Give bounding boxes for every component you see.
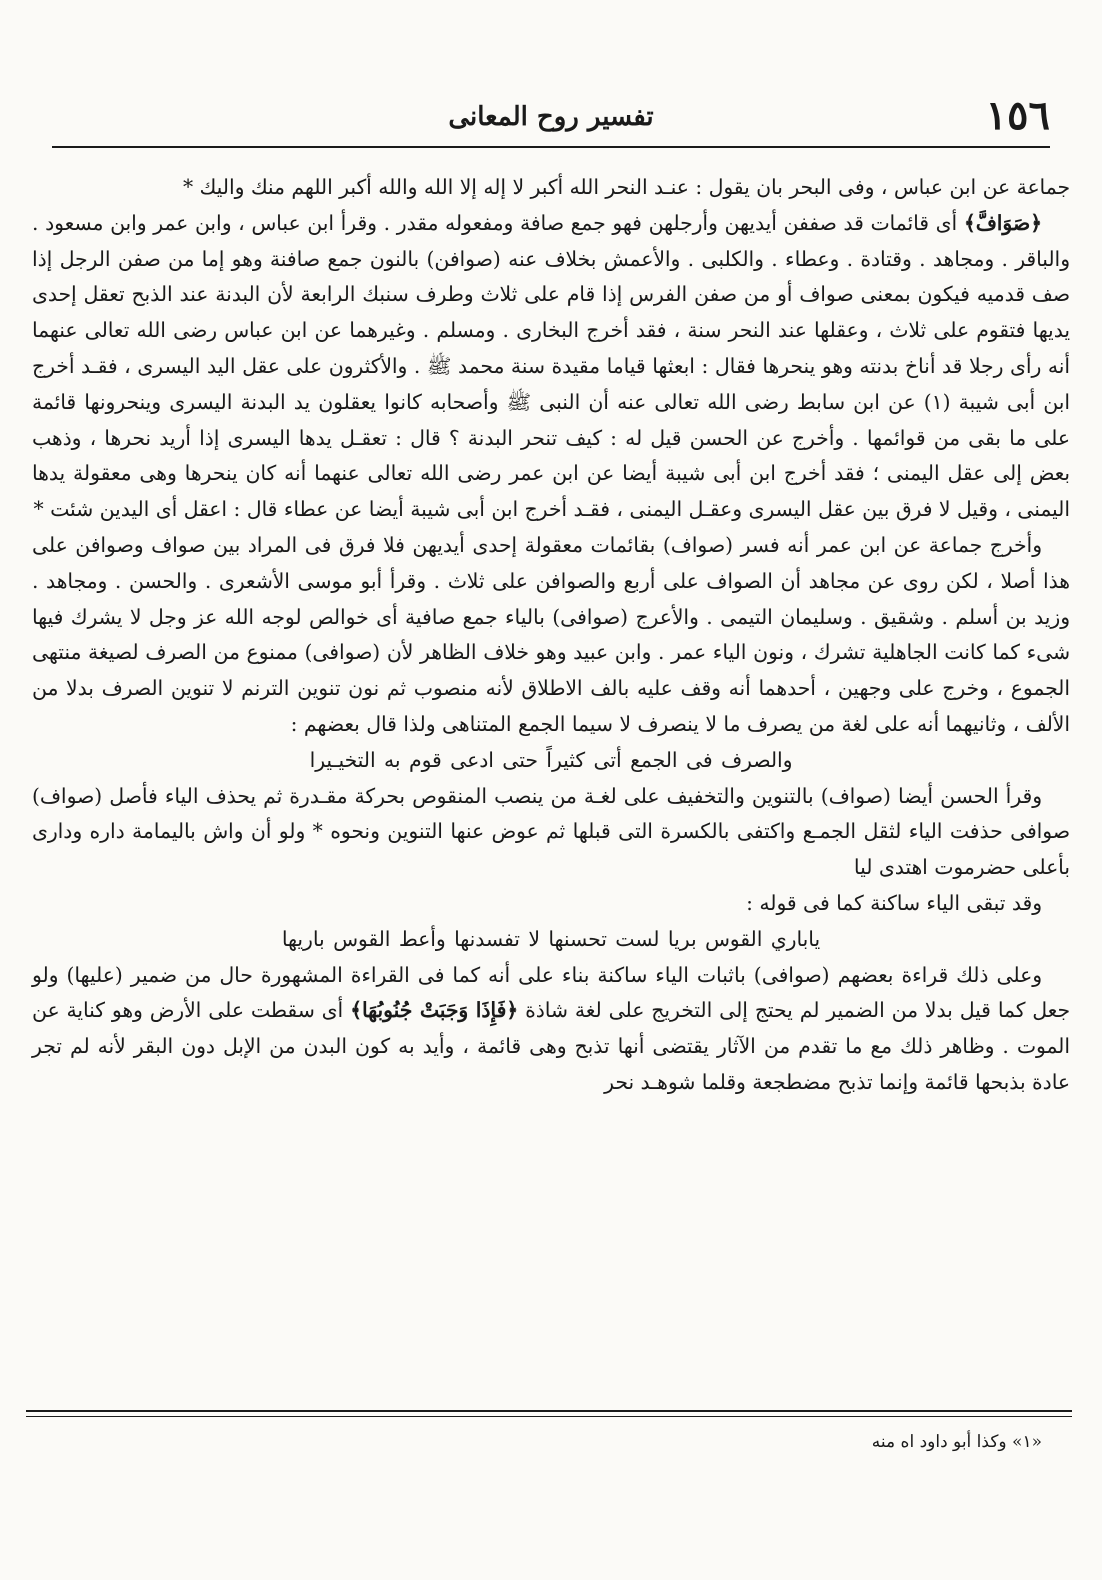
paragraph-2 [32, 206, 1070, 528]
paragraph-4: وقرأ الحسن أيضا (صواف) بالتنوين والتخفيف على لغـة من ينصب المنقوص بحركة مقـدرة ثم يحذف الياء فأصل (صواف) صوافى حذفت الياء لثقل الجمـع واكتفى بالكسرة التى قبلها ثم عوض عنها التنوين ونحوه * ولو أن واش باليمامة داره ودارى بأعلى حضرموت اهتدى ليا [32, 783, 1070, 880]
running-title: تفسير روح المعانى [448, 102, 654, 132]
paragraph-text: أى قائمات قد صففن أيديهن وأرجلهن فهو جمع صافة ومفعوله مقدر . وقرأ ابن عباس ، وابن عمر وابن مسعود . والباقر . ومجاهد . وقتادة . وعطاء . والكلبى . والأعمش بخلاف عنه (صوافن) بالنون جمع صافنة وهو إما من صفن الرجل إذا صف قدميه فيكون بمعنى صواف أو من صفن الفرس إذا قام على ثلاث وطرف سنبك الرابعة لأن البدنة عند الذبح تعقل إحدى يديها فتقوم على ثلاث ، وعقلها عند النحر سنة ، فقد أخرج البخارى . ومسلم . وغيرهما عن ابن عباس رضى الله تعالى عنهما أنه رأى رجلا قد أناخ بدنته وهو ينحرها فقال : ابعثها قياما مقيدة سنة محمد ﷺ . والأكثرون على عقل اليد اليسرى ، فقـد أخرج ابن أبى شيبة (١) عن ابن سابط رضى الله تعالى عنه أن النبى ﷺ وأصحابه كانوا يعقلون يد البدنة اليسرى وينحرونها قائمة على ما بقى من قوائمها . وأخرج عن الحسن قيل له : كيف تنحر البدنة ؟ قال : تعقـل يدها اليسرى إذا أريد نحرها ، وذهب بعض إلى عقل اليمنى ؛ فقد أخرج ابن أبى شيبة أيضا عن ابن عمر رضى الله تعالى عنهما أنه كان ينحرها وهى معقولة يدها اليمنى ، وقيل لا فرق بين عقل اليسرى وعقـل اليمنى ، فقـد أخرج ابن أبى شيبة أيضا عن عطاء قال : اعقل أى اليدين شئت * [32, 210, 1071, 522]
quran-quote: ﴿فَإِذَا وَجَبَتْ جُنُوبُهَا﴾ [350, 998, 519, 1023]
page-number: ١٥٦ [985, 92, 1050, 139]
header-rule [52, 146, 1050, 148]
paragraph-6 [32, 958, 1070, 1101]
page-header [52, 88, 1050, 144]
quran-quote: ﴿صَوَافَّ﴾ [963, 210, 1042, 235]
paragraph-1: جماعة عن ابن عباس ، وفى البحر بان يقول : عنـد النحر الله أكبر لا إله إلا الله والله أكبر اللهم منك واليك * [182, 175, 1070, 199]
paragraph-5: وقد تبقى الياء ساكنة كما فى قوله : [746, 890, 1042, 915]
paragraph-text: وعلى ذلك قراءة بعضهم (صوافى) باثبات الياء ساكنة بناء على أنه كما فى القراءة المشهورة حال من ضمير (عليها) ولو جعل كما قيل بدلا من الضمير لم يحتج إلى التخريج على لغة شاذة [32, 962, 1070, 1023]
main-text [32, 170, 1070, 1101]
footnote-rule [26, 1410, 1072, 1417]
verse-1: والصرف فى الجمع أتى كثيراً حتى ادعى قوم به التخيـيرا [309, 747, 793, 772]
paragraph-3: وأخرج جماعة عن ابن عمر أنه فسر (صواف) بقائمات معقولة إحدى أيديهن فلا فرق فى المراد بين صواف وصوافن على هذا أصلا ، لكن روى عن مجاهد أن الصواف على أربع والصوافن على ثلاث . وقرأ أبو موسى الأشعرى . والحسن . ومجاهد . وزيد بن أسلم . وشقيق . وسليمان التيمى . والأعرج (صوافى) بالياء جمع صافية أى خوالص لوجه الله عز وجل لا يشرك فيها شىء كما كانت الجاهلية تشرك ، ونون الياء عمر . وابن عبيد وهو خلاف الظاهر لأن (صوافى) ممنوع من الصرف لصيغة منتهى الجموع ، وخرج على وجهين ، أحدهما أنه وقف عليه بالف الاطلاق لأنه منصوب ثم نون تنوين الترنم لا تنوين الصرف بدلا من الألف ، وثانيهما أنه على لغة من يصرف ما لا ينصرف لا سيما الجمع المتناهى ولذا قال بعضهم : [32, 532, 1070, 736]
paragraph-text: أى سقطت على الأرض وهو كناية عن الموت . وظاهر ذلك مع ما تقدم من الآثار يقتضى أنها تذبح وهى قائمة ، وأيد به كون البدن من الإبل دون البقر لأنه لم تجر عادة بذبحها قائمة وإنما تذبح مضطجعة وقلما شوهـد نحر [32, 998, 1070, 1094]
verse-2: ياباري القوس بريا لست تحسنها لا تفسدنها وأعط القوس باريها [281, 926, 821, 951]
footnote: «١» وكذا أبو داود اه منه [871, 1432, 1042, 1452]
